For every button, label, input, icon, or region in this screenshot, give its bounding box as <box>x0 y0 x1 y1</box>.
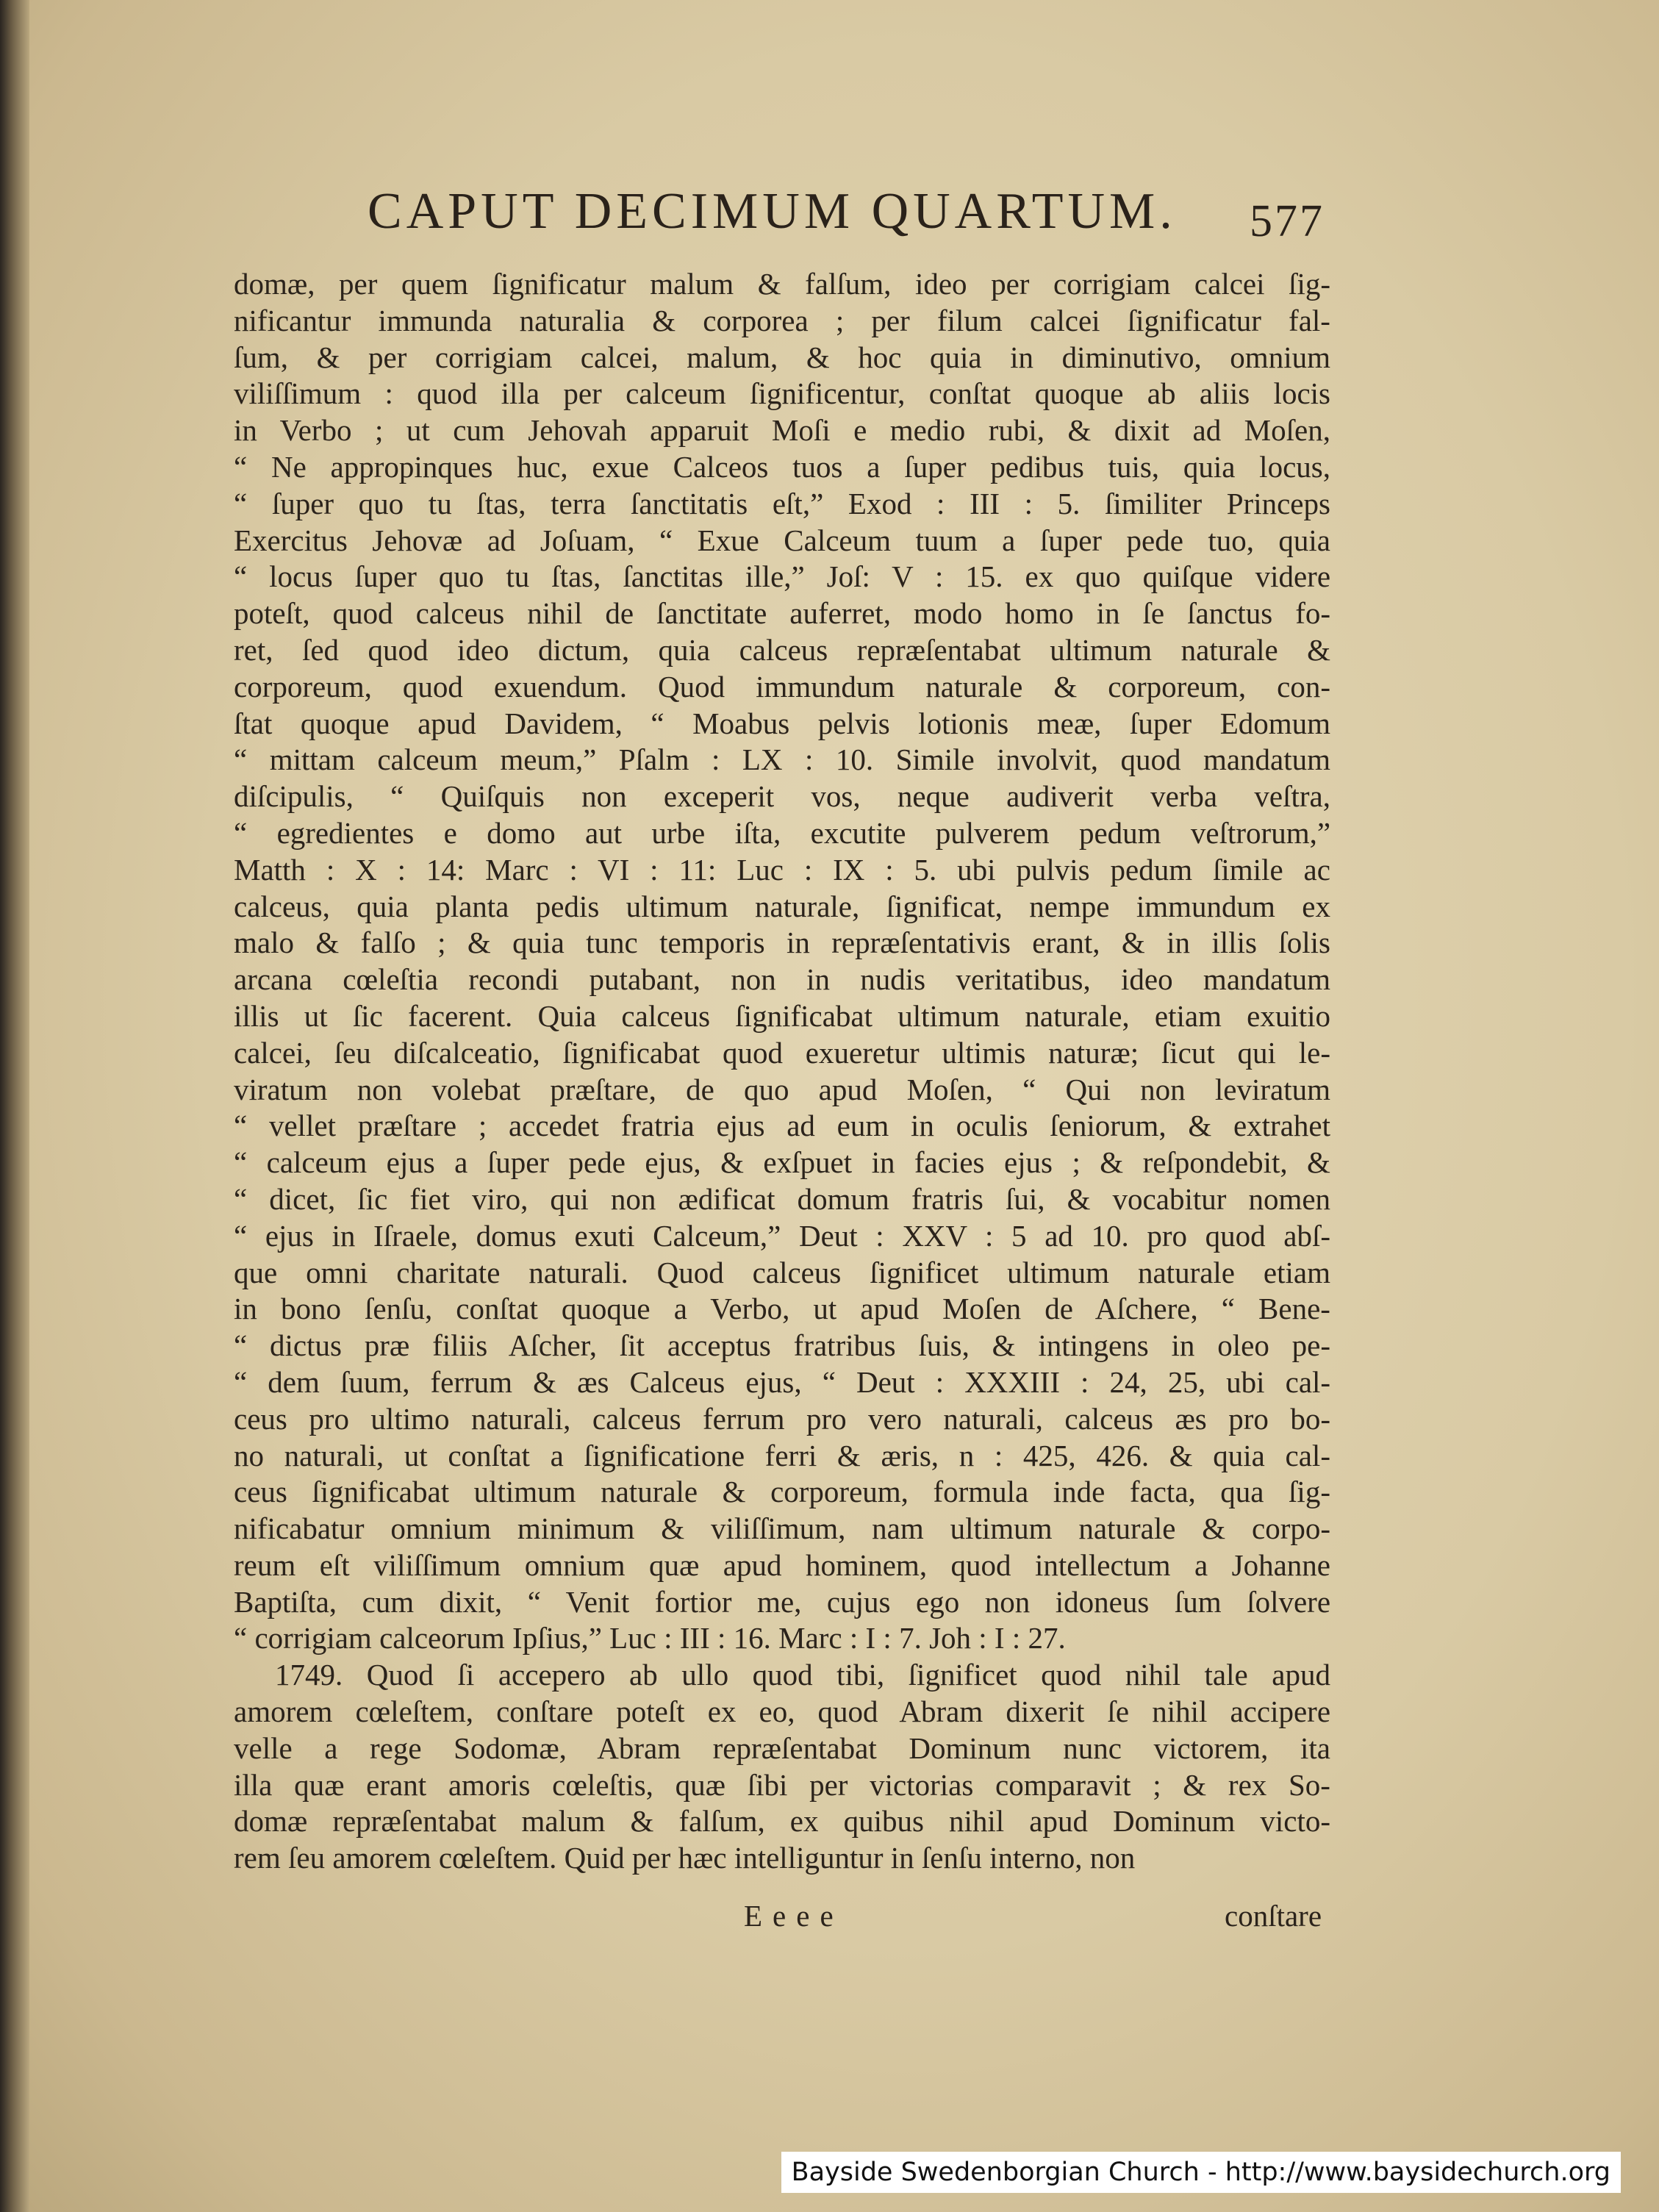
text-line: “ vellet præſtare ; accedet fratria ejus ad eum in oculis ſeniorum, & extrahet <box>234 1109 1330 1143</box>
text-line: viratum non volebat præſtare, de quo apud Moſen, “ Qui non leviratum <box>234 1072 1330 1106</box>
text-line: in bono ſenſu, conſtat quoque a Verbo, ut apud Moſen de Aſchere, “ Bene- <box>234 1292 1330 1326</box>
page-gutter-shadow <box>0 0 29 2212</box>
text-line: no naturali, ut conſtat a ſignificatione ferri & æris, n : 425, 426. & quia cal- <box>234 1438 1330 1472</box>
text-line: Matth : X : 14: Marc : VI : 11: Luc : IX : 5. ubi pulvis pedum ſimile ac <box>234 852 1330 887</box>
text-line: ceus pro ultimo naturali, calceus ferrum pro vero naturali, calceus æs pro bo- <box>234 1401 1330 1436</box>
text-line: diſcipulis, “ Quiſquis non exceperit vos, neque audiverit verba veſtra, <box>234 779 1330 814</box>
text-line: illa quæ erant amoris cœleſtis, quæ ſibi per victorias comparavit ; & rex So- <box>234 1767 1330 1802</box>
text-line: velle a rege Sodomæ, Abram repræſentabat Dominum nunc victorem, ita <box>234 1730 1330 1765</box>
text-line: que omni charitate naturali. Quod calceus ſignificet ultimum naturale etiam <box>234 1255 1330 1289</box>
text-line: “ ejus in Iſraele, domus exuti Calceum,” Deut : XXV : 5 ad 10. pro quod abſ- <box>234 1218 1331 1253</box>
text-line: nificantur immunda naturalia & corporea ; per filum calcei ſignificatur fal- <box>234 303 1330 337</box>
text-line: calceus, quia planta pedis ultimum naturale, ſignificat, nempe immundum ex <box>234 889 1330 923</box>
text-line: viliſſimum : quod illa per calceum ſignificentur, conſtat quoque ab aliis locis <box>234 376 1330 411</box>
text-line: “ dictus præ filiis Aſcher, ſit acceptus fratribus ſuis, & intingens in oleo pe- <box>234 1328 1330 1363</box>
site-watermark: Bayside Swedenborgian Church - http://www.baysidechurch.org <box>781 2152 1621 2193</box>
text-line: poteſt, quod calceus nihil de ſanctitate auferret, modo homo in ſe ſanctus fo- <box>234 596 1331 631</box>
text-line: “ mittam calceum meum,” Pſalm : LX : 10. Simile involvit, quod mandatum <box>234 742 1331 777</box>
text-line: domæ repræſentabat malum & falſum, ex quibus nihil apud Dominum victo- <box>234 1804 1331 1839</box>
text-line: ceus ſignificabat ultimum naturale & corporeum, formula inde facta, qua ſig- <box>234 1475 1330 1509</box>
text-line: “ Ne appropinques huc, exue Calceos tuos a ſuper pedibus tuis, quia locus, <box>234 449 1330 484</box>
text-line: in Verbo ; ut cum Jehovah apparuit Moſi e medio rubi, & dixit ad Moſen, <box>234 413 1330 448</box>
text-line: arcana cœleſtia recondi putabant, non in nudis veritatibus, ideo mandatum <box>234 962 1330 997</box>
text-line: corporeum, quod exuendum. Quod immundum naturale & corporeum, con- <box>234 669 1330 704</box>
text-line: rem ſeu amorem cœleſtem. Quid per hæc intelliguntur in ſenſu interno, non <box>234 1841 1136 1875</box>
text-line: “ corrigiam calceorum Ipſius,” Luc : III : 16. Marc : I : 7. Joh : I : 27. <box>234 1621 1066 1656</box>
text-line: nificabatur omnium minimum & viliſſimum, nam ultimum naturale & corpo- <box>234 1511 1331 1546</box>
page-header <box>368 182 1397 248</box>
text-line: ſum, & per corrigiam calcei, malum, & hoc quia in diminutivo, omnium <box>234 340 1330 374</box>
text-line: amorem cœleſtem, conſtare poteſt ex eo, quod Abram dixerit ſe nihil accipere <box>234 1694 1331 1729</box>
text-line: malo & falſo ; & quia tunc temporis in repræſentativis erant, & in illis ſolis <box>234 926 1330 960</box>
body-text <box>234 266 1330 1877</box>
text-line: Baptiſta, cum dixit, “ Venit fortior me, cujus ego non idoneus ſum ſolvere <box>234 1584 1331 1619</box>
page-number: 577 <box>1250 196 1325 246</box>
text-line: calcei, ſeu diſcalceatio, ſignificabat quod exueretur ultimis naturæ; ſicut qui le- <box>234 1035 1330 1070</box>
text-line: ſtat quoque apud Davidem, “ Moabus pelvis lotionis meæ, ſuper Edomum <box>234 706 1331 740</box>
text-line: “ locus ſuper quo tu ſtas, ſanctitas ille,” Joſ: V : 15. ex quo quiſque videre <box>234 559 1331 594</box>
text-line: reum eſt viliſſimum omnium quæ apud hominem, quod intellectum a Johanne <box>234 1547 1330 1582</box>
text-line: “ dicet, ſic fiet viro, qui non ædificat domum fratris ſui, & vocabitur nomen <box>234 1181 1331 1216</box>
text-line: “ calceum ejus a ſuper pede ejus, & exſpuet in facies ejus ; & reſpondebit, & <box>234 1145 1330 1180</box>
text-line: ret, ſed quod ideo dictum, quia calceus repræſentabat ultimum naturale & <box>234 632 1331 667</box>
text-line: domæ, per quem ſignificatur malum & falſum, ideo per corrigiam calcei ſig- <box>234 267 1330 301</box>
running-title: CAPUT DECIMUM QUARTUM. <box>368 183 1177 240</box>
text-line: “ ſuper quo tu ſtas, terra ſanctitatis eſt,” Exod : III : 5. ſimiliter Princeps <box>234 486 1330 520</box>
text-line: “ dem ſuum, ferrum & æs Calceus ejus, “ Deut : XXXIII : 24, 25, ubi cal- <box>234 1364 1331 1399</box>
signature-mark: Eeee <box>744 1899 844 1933</box>
catchword: conſtare <box>1225 1899 1322 1933</box>
text-line: “ egredientes e domo aut urbe iſta, excutite pulverem pedum veſtrorum,” <box>234 815 1331 850</box>
text-line: illis ut ſic facerent. Quia calceus ſignificabat ultimum naturale, etiam exuitio <box>234 998 1331 1033</box>
paragraph-start-line: 1749. Quod ſi accepero ab ullo quod tibi, ſignificet quod nihil tale apud <box>275 1658 1330 1692</box>
text-line: Exercitus Jehovæ ad Joſuam, “ Exue Calceum tuum a ſuper pede tuo, quia <box>234 523 1331 557</box>
